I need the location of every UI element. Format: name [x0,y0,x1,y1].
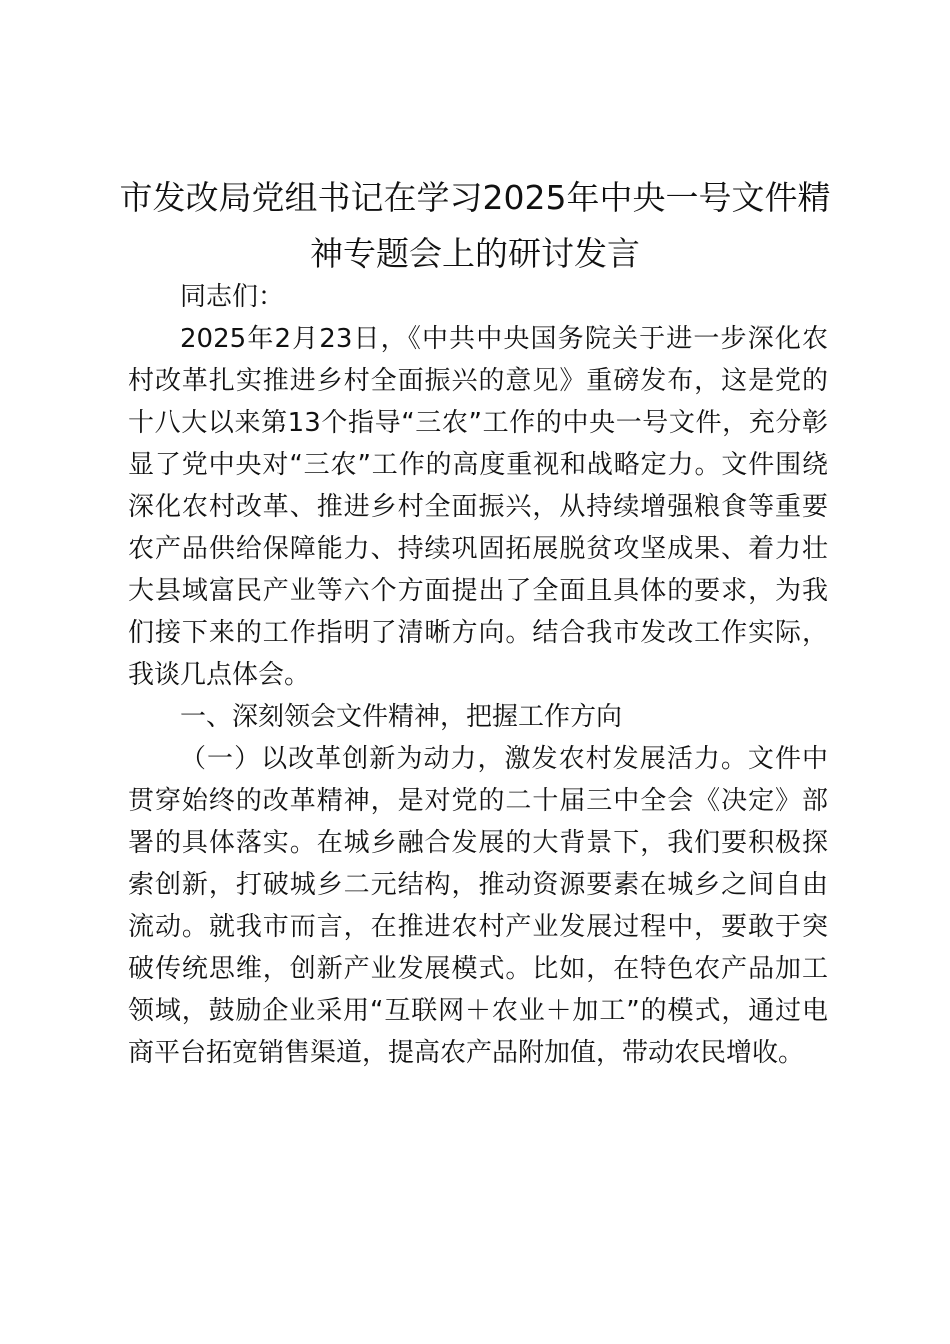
section-heading: 一、深刻领会文件精神，把握工作方向 [180,702,623,732]
document-body [128,276,828,1074]
paragraph-intro: 2025年2月23日，《中共中央国务院关于进一步深化农村改革扎实推进乡村全面振兴的意见》重磅发布，这是党的十八大以来第13个指导“三农”工作的中央一号文件，充分彰显了党中央对“三农”工作的高度重视和战略定力。文件围绕深化农村改革、推进乡村全面振兴，从持续增强粮食等重要农产品供给保障能力、持续巩固拓展脱贫攻坚成果、着力壮大县域富民产业等六个方面提出了全面且具体的要求，为我们接下来的工作指明了清晰方向。结合我市发改工作实际，我谈几点体会。 [128,324,828,690]
greeting: 同志们： [180,282,285,312]
paragraph-subsection-1: （一）以改革创新为动力，激发农村发展活力。文件中贯穿始终的改革精神，是对党的二十届三中全会《决定》部署的具体落实。在城乡融合发展的大背景下，我们要积极探索创新，打破城乡二元结构，推动资源要素在城乡之间自由流动。就我市而言，在推进农村产业发展过程中，要敢于突破传统思维，创新产业发展模式。比如，在特色农产品加工领域，鼓励企业采用“互联网＋农业＋加工”的模式，通过电商平台拓宽销售渠道，提高农产品附加值，带动农民增收。 [128,744,828,1068]
document-title: 市发改局党组书记在学习2025年中央一号文件精神专题会上的研讨发言 [119,178,831,273]
